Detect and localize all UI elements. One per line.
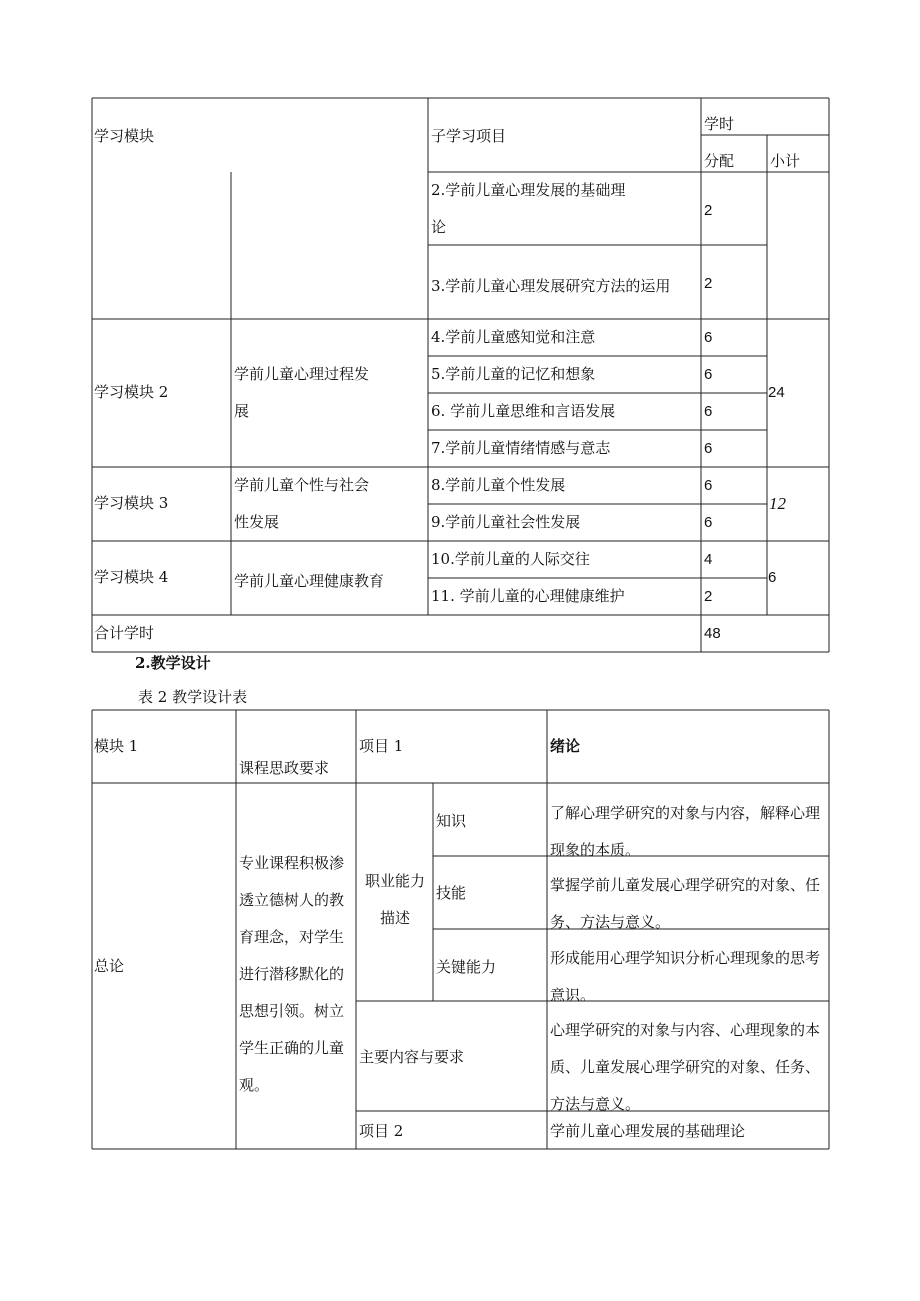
t2-ideology-text: 专业课程积极渗透立德树人的教育理念，对学生进行潜移默化的思想引领。树立学生正确的儿童观。: [239, 854, 345, 1094]
m2-item-7-hours: 6: [704, 440, 713, 457]
m1-item-2-line1: 2.学前儿童心理发展的基础理: [431, 181, 626, 199]
t2-content-label: 主要内容与要求: [359, 1048, 465, 1066]
m2-item-5-hours: 6: [704, 366, 713, 383]
m3-item-9: 9.学前儿童社会性发展: [431, 513, 581, 531]
m2-subtotal: 24: [768, 384, 785, 401]
m3-label: 学习模块 3: [94, 494, 169, 512]
m4-item-11-hours: 2: [704, 588, 713, 605]
m4-item-10-hours: 4: [704, 551, 713, 568]
header-project: 子学习项目: [431, 127, 507, 145]
m2-item-6: 6. 学前儿童思维和言语发展: [431, 402, 616, 420]
t2-content-text: 心理学研究的对象与内容、心理现象的本质、儿童发展心理学研究的对象、任务、方法与意义。: [550, 1021, 821, 1113]
m2-item-4: 4.学前儿童感知觉和注意: [431, 328, 596, 346]
header-subtotal: 小计: [770, 152, 801, 170]
t2-skill-label: 技能: [436, 884, 467, 902]
header-module: 学习模块: [94, 127, 155, 145]
m4-item-11: 11. 学前儿童的心理健康维护: [431, 587, 625, 605]
total-value: 48: [704, 625, 721, 642]
t2-chapter: 总论: [94, 957, 125, 975]
m1-item-2-hours: 2: [704, 202, 713, 219]
m3-subtotal: 12: [769, 494, 786, 513]
section-heading: 2.教学设计: [135, 654, 211, 672]
t2-module: 模块 1: [94, 737, 139, 755]
t2-project2-label: 项目 2: [359, 1122, 404, 1140]
m4-label: 学习模块 4: [94, 568, 169, 586]
m3-title-line1: 学前儿童个性与社会: [234, 476, 370, 494]
m2-item-5: 5.学前儿童的记忆和想象: [431, 365, 596, 383]
m2-item-6-hours: 6: [704, 403, 713, 420]
m2-title-line2: 展: [234, 402, 250, 420]
t2-project-label: 项目 1: [359, 737, 404, 755]
header-hours: 学时: [704, 115, 735, 133]
m2-title-line1: 学前儿童心理过程发: [234, 365, 370, 383]
m4-subtotal: 6: [768, 569, 777, 586]
t2-project2-title: 学前儿童心理发展的基础理论: [550, 1122, 746, 1140]
m4-title: 学前儿童心理健康教育: [234, 572, 385, 590]
m4-item-10: 10.学前儿童的人际交往: [431, 550, 590, 568]
m1-item-3-hours: 2: [704, 275, 713, 292]
m3-item-8-hours: 6: [704, 477, 713, 494]
t2-key-label: 关键能力: [436, 958, 497, 976]
header-alloc: 分配: [704, 152, 735, 170]
table-caption: 表 2 教学设计表: [138, 688, 248, 706]
t2-key-text: 形成能用心理学知识分析心理现象的思考意识。: [550, 949, 821, 1004]
m3-title-line2: 性发展: [234, 513, 280, 531]
t2-ideology-header: 课程思政要求: [239, 759, 330, 777]
m2-item-7: 7.学前儿童情绪情感与意志: [431, 439, 611, 457]
t2-skill-text: 掌握学前儿童发展心理学研究的对象、任务、方法与意义。: [550, 876, 821, 931]
m3-item-9-hours: 6: [704, 514, 713, 531]
m1-item-2-line2: 论: [431, 218, 447, 236]
t2-knowledge-text: 了解心理学研究的对象与内容，解释心理现象的本质。: [550, 804, 821, 859]
m2-item-4-hours: 6: [704, 329, 713, 346]
t2-project-title: 绪论: [550, 737, 581, 755]
m2-label: 学习模块 2: [94, 383, 169, 401]
t2-knowledge-label: 知识: [436, 812, 467, 830]
total-label: 合计学时: [94, 624, 155, 642]
t2-ability: 职业能力描述: [364, 872, 425, 927]
m1-item-3-name: 3.学前儿童心理发展研究方法的运用: [431, 277, 671, 295]
m3-item-8: 8.学前儿童个性发展: [431, 476, 566, 494]
